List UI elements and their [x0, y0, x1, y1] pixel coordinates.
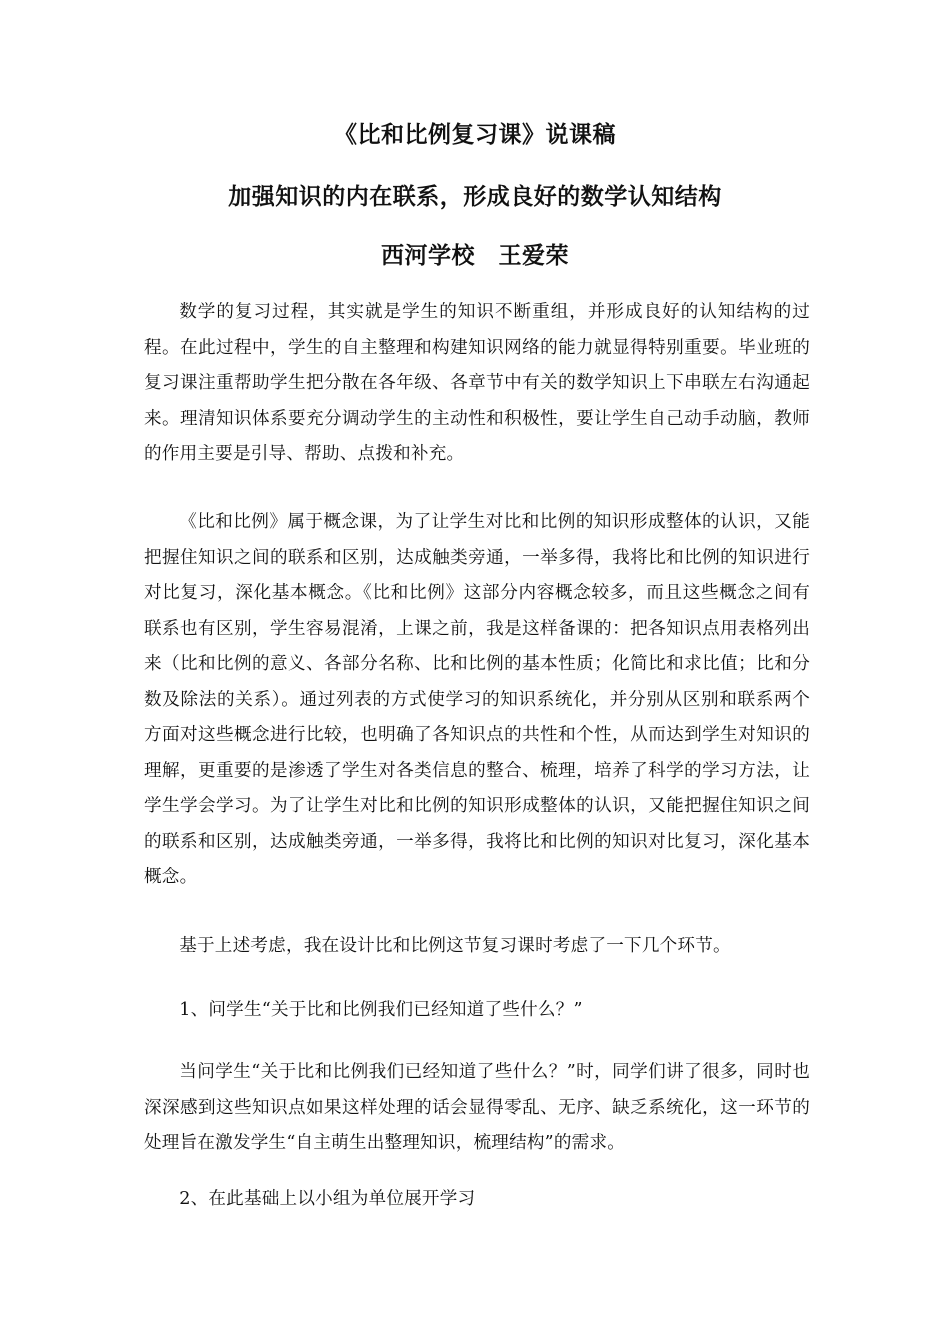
author-line: 西河学校 王爱荣	[381, 242, 569, 269]
paragraph-step-2: 2、在此基础上以小组为单位展开学习	[179, 1189, 476, 1209]
document-subtitle: 加强知识的内在联系，形成良好的数学认知结构	[228, 183, 722, 210]
paragraph-step-1-detail: 当问学生“关于比和比例我们已经知道了些什么？”时，同学们讲了很多，同时也深深感到这些知识点如果这样处理的话会显得零乱、无序、缺乏系统化，这一环节的处理旨在激发学生“自主萌生出整理知识，梳理结构”的需求。	[144, 1062, 810, 1153]
document-title: 《比和比例复习课》说课稿	[334, 121, 616, 148]
paragraph-step-1: 1、问学生“关于比和比例我们已经知道了些什么？”	[179, 1000, 583, 1020]
paragraph-design-considerations: 基于上述考虑，我在设计比和比例这节复习课时考虑了一下几个环节。	[179, 936, 731, 956]
paragraph-review-process: 数学的复习过程，其实就是学生的知识不断重组，并形成良好的认知结构的过程。在此过程中，学生的自主整理和构建知识网络的能力就显得特别重要。毕业班的复习课注重帮助学生把分散在各年级、各章节中有关的数学知识上下串联左右沟通起来。理清知识体系要充分调动学生的主动性和积极性，要让学生自己动手动脑，教师的作用主要是引导、帮助、点拨和补充。	[144, 302, 810, 464]
paragraph-concept-lesson: 《比和比例》属于概念课，为了让学生对比和比例的知识形成整体的认识，又能把握住知识之间的联系和区别，达成触类旁通，一举多得，我将比和比例的知识进行对比复习，深化基本概念。《比和比例》这部分内容概念较多，而且这些概念之间有联系也有区别，学生容易混淆，上课之前，我是这样备课的：把各知识点用表格列出来（比和比例的意义、各部分名称、比和比例的基本性质；化简比和求比值；比和分数及除法的关系）。通过列表的方式使学习的知识系统化，并分别从区别和联系两个方面对这些概念进行比较，也明确了各知识点的共性和个性，从而达到学生对知识的理解，更重要的是渗透了学生对各类信息的整合、梳理，培养了科学的学习方法，让学生学会学习。为了让学生对比和比例的知识形成整体的认识，又能把握住知识之间的联系和区别，达成触类旁通，一举多得，我将比和比例的知识对比复习，深化基本概念。	[144, 512, 810, 887]
